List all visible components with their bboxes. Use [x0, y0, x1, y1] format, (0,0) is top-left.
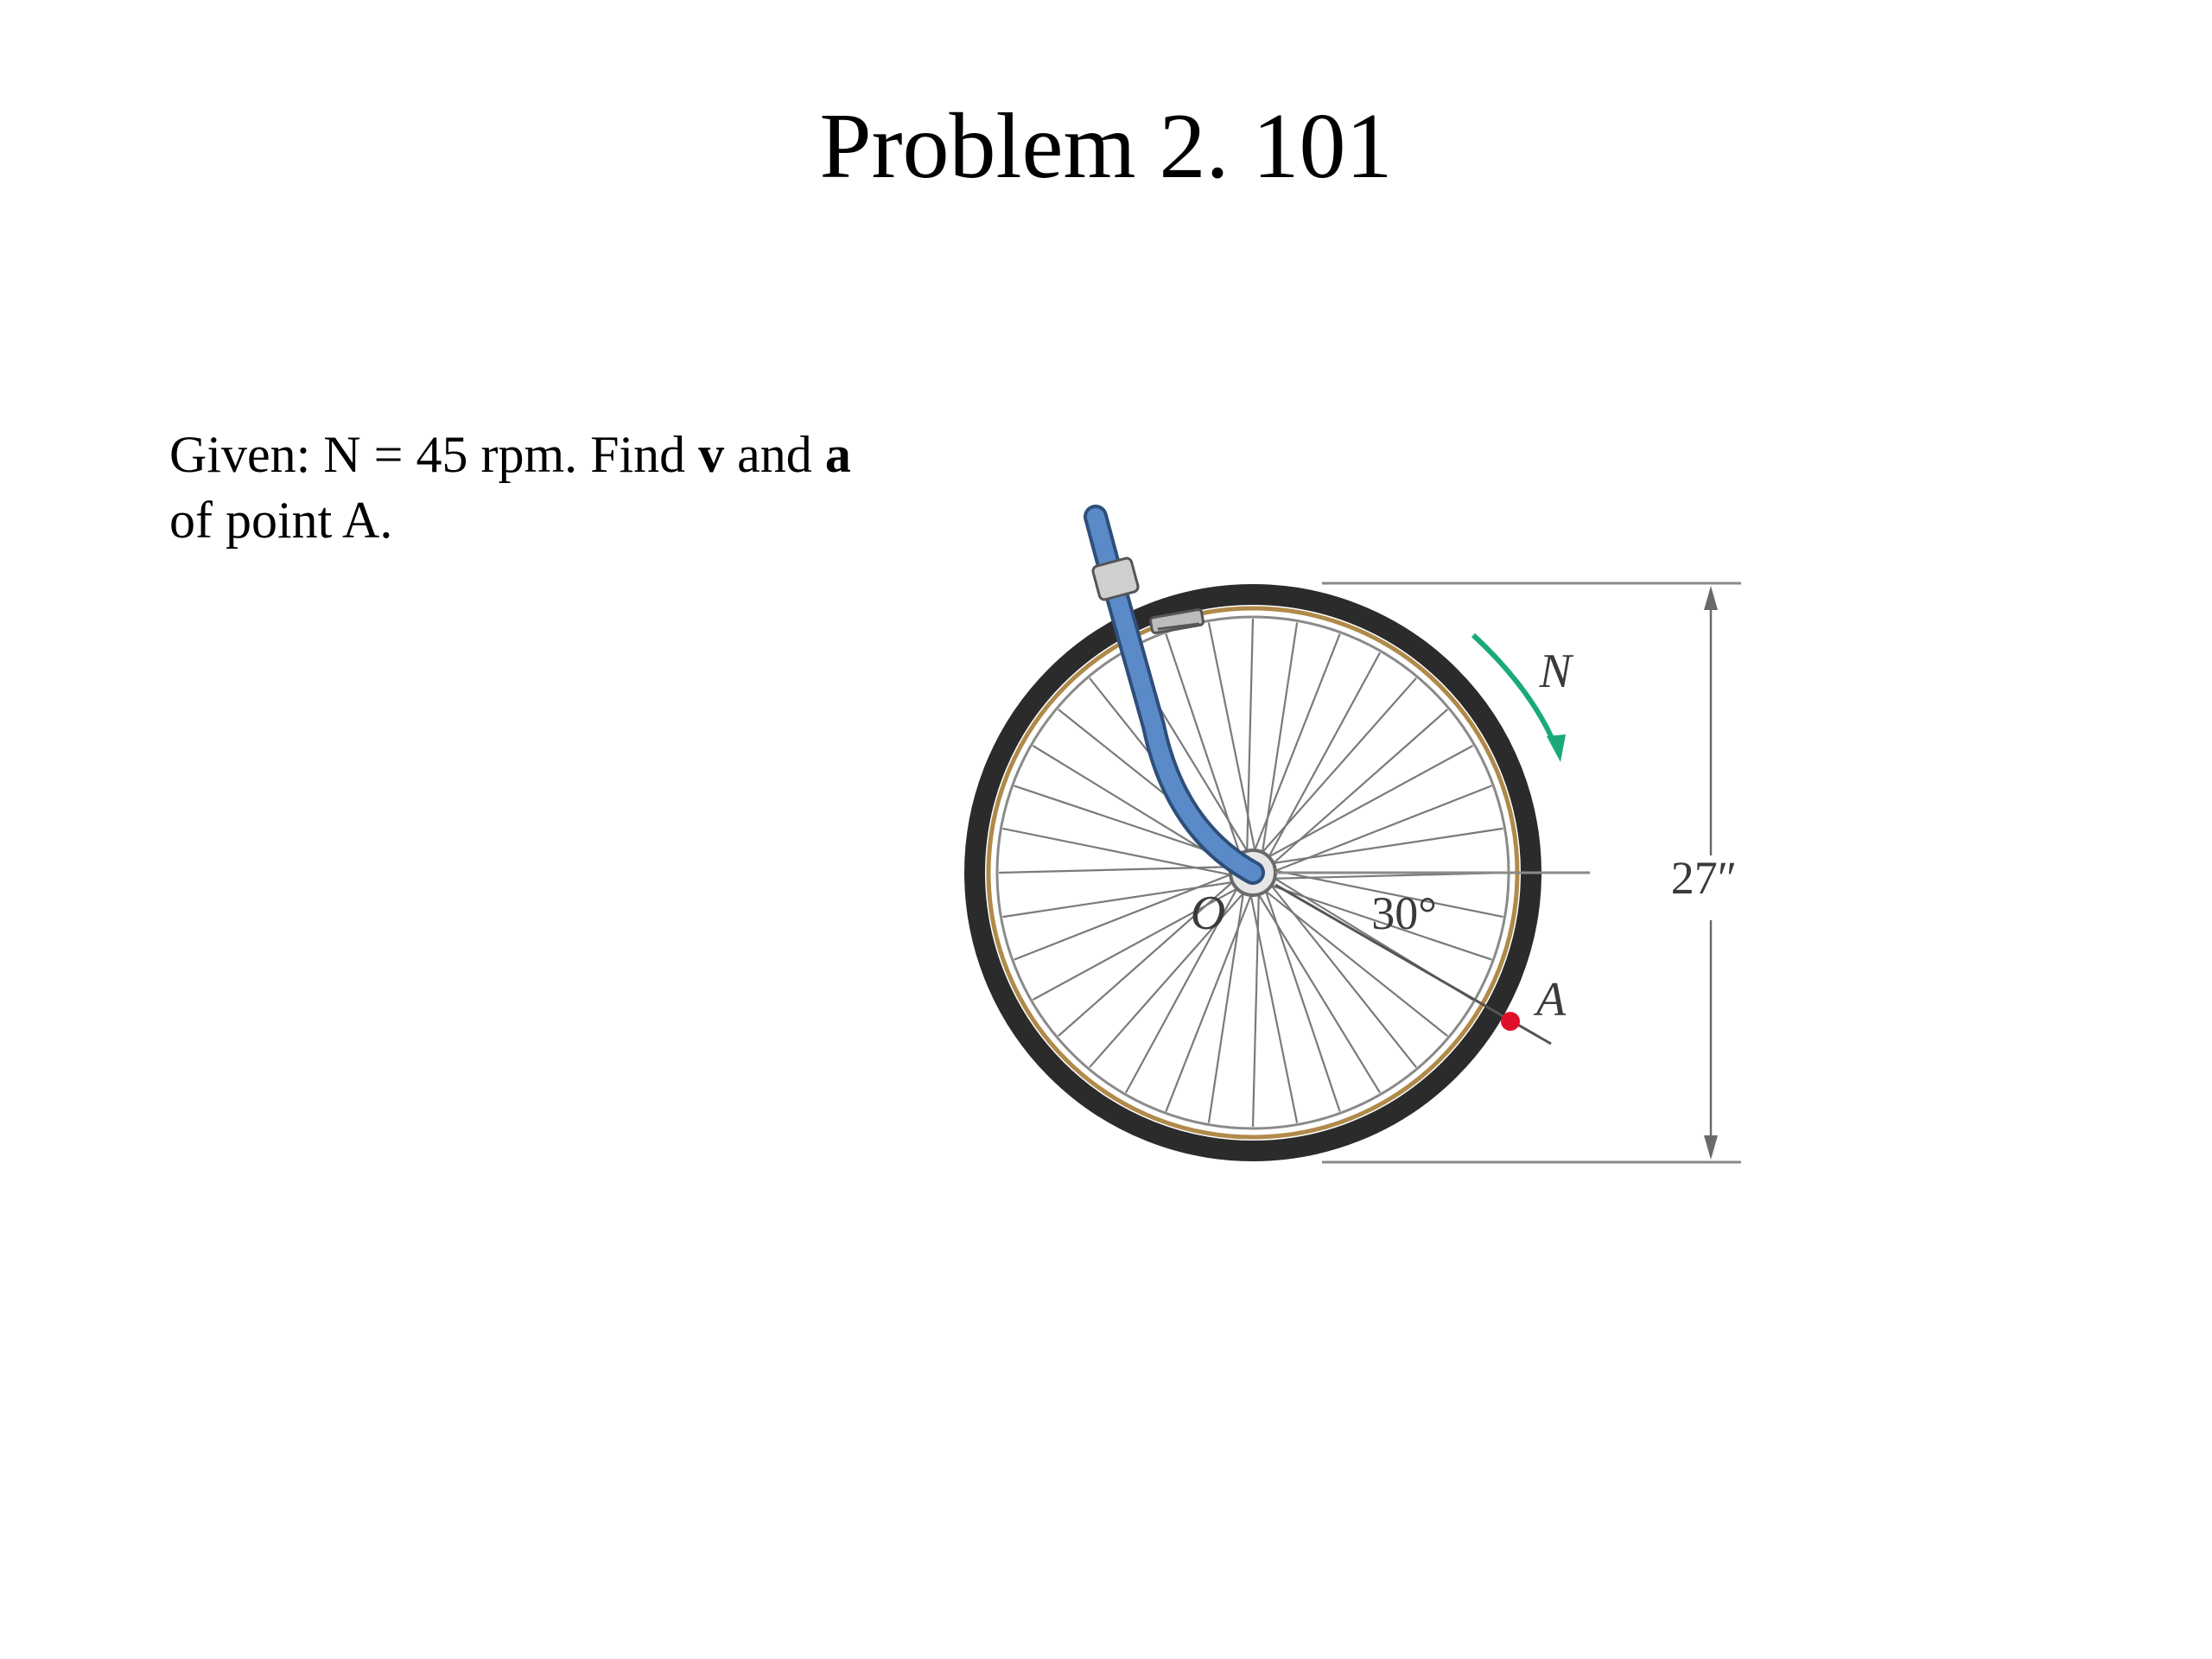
spoke — [1247, 619, 1253, 855]
spoke — [1260, 678, 1416, 855]
point-a-marker — [1501, 1012, 1520, 1031]
given-v: v — [698, 426, 725, 483]
given-line1-prefix: Given: N = 45 rpm. Find — [169, 426, 699, 483]
spoke — [1269, 829, 1503, 864]
given-line2: of point A. — [169, 492, 393, 549]
spoke — [1254, 634, 1340, 854]
slide-title: Problem 2. 101 — [819, 95, 1393, 198]
dimension-label: 27″ — [1670, 852, 1738, 904]
center-label: O — [1190, 887, 1226, 940]
point-a-label: A — [1535, 973, 1567, 1027]
rotation-label: N — [1539, 645, 1572, 698]
given-a: a — [824, 426, 851, 483]
given-and: and — [724, 426, 825, 483]
angle-label: 30° — [1371, 887, 1437, 939]
spoke — [1253, 891, 1259, 1127]
spoke — [1266, 746, 1473, 859]
